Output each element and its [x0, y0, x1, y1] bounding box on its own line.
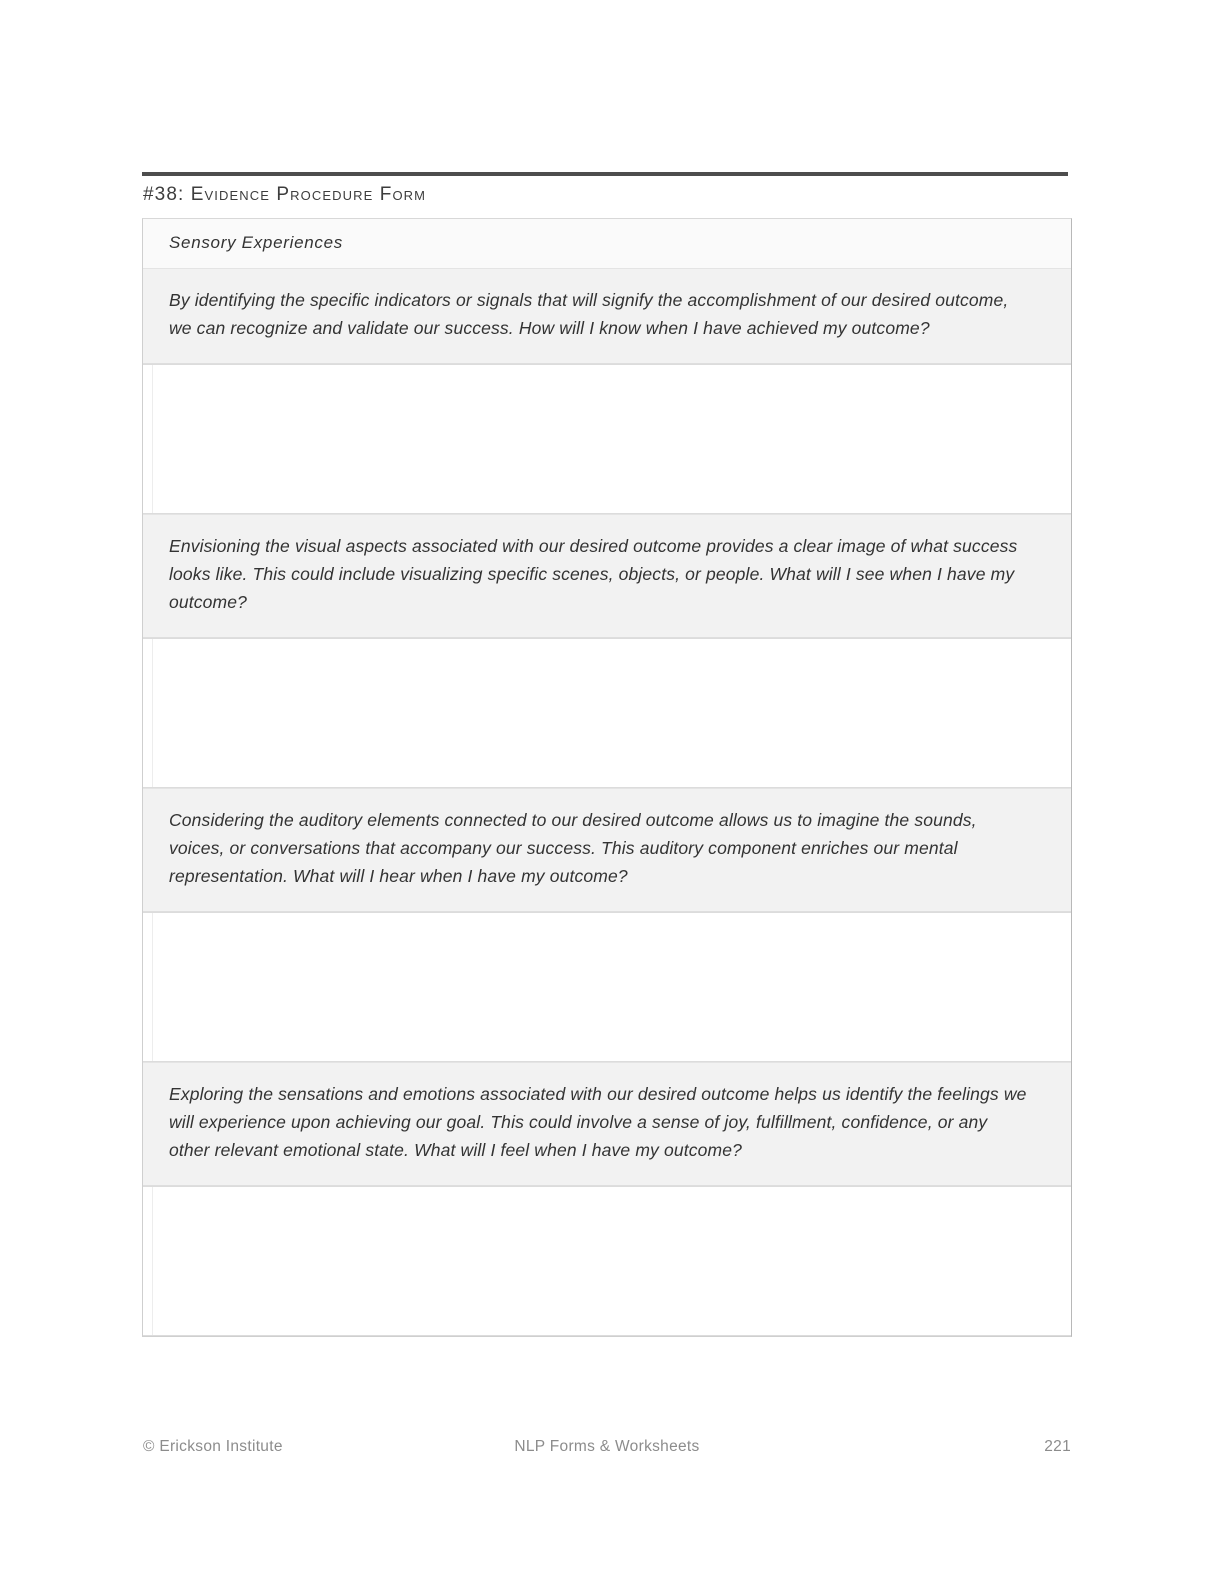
table-row: [143, 364, 1071, 514]
table-row: [143, 1062, 1071, 1186]
section-header-label: [143, 219, 1071, 268]
evidence-procedure-table: [142, 218, 1072, 1337]
table-row: [143, 268, 1071, 364]
prompt-text-feel: Exploring the sensations and emotions associated with our desired outcome helps us identify the feelings we will experience upon achieving our goal. This could involve a sense of joy, fulfillment, confidence, or any other relevant emotional state. What will I feel when I have my outcome?: [143, 1062, 1071, 1186]
answer-input-know[interactable]: [152, 365, 1071, 513]
answer-input-hear[interactable]: [152, 913, 1071, 1061]
answer-field-see[interactable]: [143, 638, 1071, 788]
footer-page-number: 221: [1044, 1438, 1071, 1455]
prompt-text-hear: Considering the auditory elements connected to our desired outcome allows us to imagine the sounds, voices, or conversations that accompany our success. This auditory component enriches our mental representation. What will I hear when I have my outcome?: [143, 788, 1071, 912]
answer-input-see[interactable]: [152, 639, 1071, 787]
answer-input-feel[interactable]: [152, 1187, 1071, 1335]
prompt-text-see: Envisioning the visual aspects associated with our desired outcome provides a clear image of what success looks like. This could include visualizing specific scenes, objects, or people. What will I see when I have my outcome?: [143, 514, 1071, 638]
prompt-text-know: By identifying the specific indicators or signals that will signify the accomplishment of our desired outcome, we can recognize and validate our success. How will I know when I have achieved my outcome?: [143, 268, 1071, 364]
section-header-text: Sensory Experiences: [169, 233, 343, 252]
page-footer: [143, 1438, 1071, 1460]
section-header-row: [143, 219, 1071, 268]
footer-copyright: © Erickson Institute: [143, 1438, 283, 1455]
table-row: [143, 514, 1071, 638]
answer-field-know[interactable]: [143, 364, 1071, 514]
table-body: [143, 219, 1071, 1336]
answer-field-feel[interactable]: [143, 1186, 1071, 1336]
table-row: [143, 788, 1071, 912]
table-row: [143, 912, 1071, 1062]
footer-publication-title: NLP Forms & Worksheets: [514, 1438, 700, 1455]
table-row: [143, 638, 1071, 788]
page-title: #38: Evidence Procedure Form: [143, 184, 427, 205]
answer-field-hear[interactable]: [143, 912, 1071, 1062]
title-top-rule: [142, 172, 1068, 176]
table-row: [143, 1186, 1071, 1336]
